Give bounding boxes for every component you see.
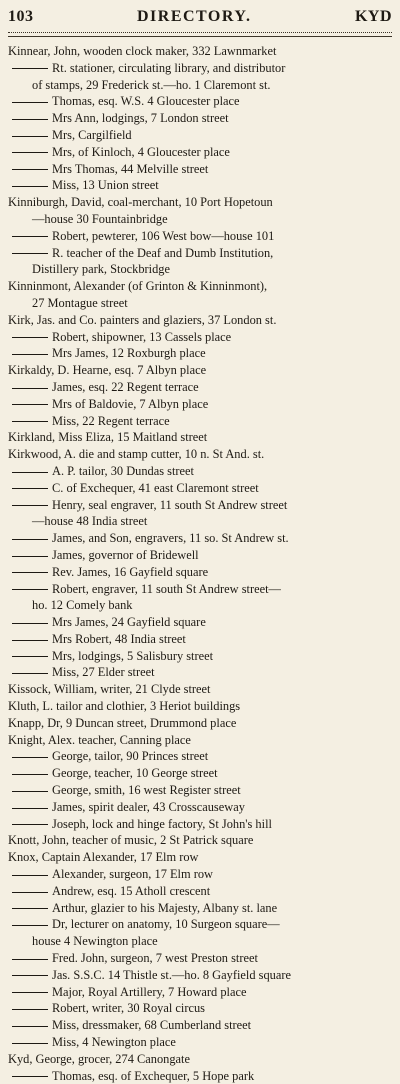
running-head: KYD bbox=[354, 8, 392, 25]
entry-text: Knott, John, teacher of music, 2 St Patrick square bbox=[8, 833, 254, 848]
entry-text: 27 Montague street bbox=[32, 295, 128, 310]
entry-text: R. teacher of the Deaf and Dumb Institution, bbox=[52, 245, 274, 260]
entry-text: of stamps, 29 Frederick st.—ho. 1 Claremont st. bbox=[32, 77, 271, 92]
entry-text: James, spirit dealer, 43 Crosscauseway bbox=[52, 799, 245, 814]
page-title: DIRECTORY. bbox=[136, 8, 252, 25]
ditto-dash bbox=[12, 119, 48, 120]
entry-text: Miss, 4 Newington place bbox=[52, 1035, 176, 1050]
ditto-dash bbox=[12, 388, 48, 389]
entry-text: Kinniburgh, David, coal-merchant, 10 Port Hopetoun bbox=[8, 195, 273, 210]
entry-text: Kissock, William, writer, 21 Clyde street bbox=[8, 682, 211, 697]
ditto-dash bbox=[12, 539, 48, 540]
ditto-dash bbox=[12, 152, 48, 153]
ditto-dash bbox=[12, 236, 48, 237]
ditto-dash bbox=[12, 908, 48, 909]
entry-text: Kinninmont, Alexander (of Grinton & Kinninmont), bbox=[8, 279, 268, 294]
entry-line bbox=[8, 849, 392, 866]
ditto-dash bbox=[12, 186, 48, 187]
sub-entry-line bbox=[8, 631, 392, 648]
entry-text: Mrs Thomas, 44 Melville street bbox=[52, 161, 209, 176]
continuation-line bbox=[8, 77, 392, 94]
entry-text: Miss, 22 Regent terrace bbox=[52, 413, 170, 428]
ditto-dash bbox=[12, 992, 48, 993]
entry-line bbox=[8, 715, 392, 732]
ditto-dash bbox=[12, 892, 48, 893]
directory-entries bbox=[8, 43, 392, 1084]
ditto-dash bbox=[12, 589, 48, 590]
continuation-line bbox=[8, 261, 392, 278]
sub-entry-line bbox=[8, 664, 392, 681]
sub-entry-line bbox=[8, 1017, 392, 1034]
ditto-dash bbox=[12, 824, 48, 825]
sub-entry-line bbox=[8, 648, 392, 665]
entry-text: Kinnear, John, wooden clock maker, 332 Lawnmarket bbox=[8, 44, 277, 58]
sub-entry-line bbox=[8, 144, 392, 161]
ditto-dash bbox=[12, 253, 48, 254]
ditto-dash bbox=[12, 68, 48, 69]
ditto-dash bbox=[12, 404, 48, 405]
continuation-line bbox=[8, 295, 392, 312]
ditto-dash bbox=[12, 354, 48, 355]
sub-entry-line bbox=[8, 1000, 392, 1017]
entry-text: Thomas, esq. W.S. 4 Gloucester place bbox=[52, 94, 240, 109]
sub-entry-line bbox=[8, 799, 392, 816]
entry-text: George, smith, 16 west Register street bbox=[52, 783, 241, 798]
sub-entry-line bbox=[8, 228, 392, 245]
ditto-dash bbox=[12, 959, 48, 960]
entry-text: James, and Son, engravers, 11 so. St Andrew st. bbox=[52, 531, 289, 546]
sub-entry-line bbox=[8, 413, 392, 430]
continuation-line bbox=[8, 597, 392, 614]
entry-line bbox=[8, 446, 392, 463]
sub-entry-line bbox=[8, 93, 392, 110]
entry-text: —house 30 Fountainbridge bbox=[32, 211, 168, 226]
sub-entry-line bbox=[8, 127, 392, 144]
entry-text: Kluth, L. tailor and clothier, 3 Heriot buildings bbox=[8, 699, 241, 714]
sub-entry-line bbox=[8, 581, 392, 598]
sub-entry-line bbox=[8, 765, 392, 782]
sub-entry-line bbox=[8, 916, 392, 933]
entry-line bbox=[8, 43, 392, 60]
sub-entry-line bbox=[8, 60, 392, 77]
entry-text: Kirk, Jas. and Co. painters and glaziers, 37 London st. bbox=[8, 312, 277, 327]
entry-text: George, tailor, 90 Princes street bbox=[52, 749, 209, 764]
entry-text: Mrs, of Kinloch, 4 Gloucester place bbox=[52, 144, 230, 159]
entry-text: house 4 Newington place bbox=[32, 934, 158, 949]
ditto-dash bbox=[12, 556, 48, 557]
ditto-dash bbox=[12, 808, 48, 809]
sub-entry-line bbox=[8, 345, 392, 362]
entry-text: Alexander, surgeon, 17 Elm row bbox=[52, 867, 214, 882]
entry-line bbox=[8, 832, 392, 849]
entry-text: Mrs of Baldovie, 7 Albyn place bbox=[52, 396, 209, 411]
ditto-dash bbox=[12, 640, 48, 641]
entry-text: Robert, writer, 30 Royal circus bbox=[52, 1001, 205, 1016]
ditto-dash bbox=[12, 875, 48, 876]
ditto-dash bbox=[12, 975, 48, 976]
entry-text: Kirkwood, A. die and stamp cutter, 10 n. St And. st. bbox=[8, 447, 265, 462]
ditto-dash bbox=[12, 572, 48, 573]
ditto-dash bbox=[12, 656, 48, 657]
entry-line bbox=[8, 429, 392, 446]
entry-text: Dr, lecturer on anatomy, 10 Surgeon square— bbox=[52, 917, 280, 932]
entry-text: Knight, Alex. teacher, Canning place bbox=[8, 732, 191, 747]
entry-text: —house 48 India street bbox=[32, 514, 148, 529]
entry-text: Major, Royal Artillery, 7 Howard place bbox=[52, 984, 247, 999]
entry-text: Henry, seal engraver, 11 south St Andrew street bbox=[52, 497, 288, 512]
entry-text: A. P. tailor, 30 Dundas street bbox=[52, 463, 194, 478]
sub-entry-line bbox=[8, 1068, 392, 1084]
entry-text: Knapp, Dr, 9 Duncan street, Drummond place bbox=[8, 715, 237, 730]
ditto-dash bbox=[12, 791, 48, 792]
ditto-dash bbox=[12, 1009, 48, 1010]
sub-entry-line bbox=[8, 547, 392, 564]
continuation-line bbox=[8, 513, 392, 530]
continuation-line bbox=[8, 211, 392, 228]
sub-entry-line bbox=[8, 463, 392, 480]
sub-entry-line bbox=[8, 748, 392, 765]
ditto-dash bbox=[12, 337, 48, 338]
sub-entry-line bbox=[8, 530, 392, 547]
entry-text: Robert, engraver, 11 south St Andrew street— bbox=[52, 581, 281, 596]
ditto-dash bbox=[12, 757, 48, 758]
entry-line bbox=[8, 194, 392, 211]
entry-line bbox=[8, 1051, 392, 1068]
entry-line bbox=[8, 732, 392, 749]
ditto-dash bbox=[12, 421, 48, 422]
ditto-dash bbox=[12, 1026, 48, 1027]
sub-entry-line bbox=[8, 866, 392, 883]
ditto-dash bbox=[12, 136, 48, 137]
sub-entry-line bbox=[8, 396, 392, 413]
entry-line bbox=[8, 278, 392, 295]
entry-line bbox=[8, 362, 392, 379]
continuation-line bbox=[8, 933, 392, 950]
page-number: 103 bbox=[8, 8, 34, 25]
sub-entry-line bbox=[8, 245, 392, 262]
entry-text: Jas. S.S.C. 14 Thistle st.—ho. 8 Gayfield square bbox=[52, 967, 291, 982]
sub-entry-line bbox=[8, 816, 392, 833]
ditto-dash bbox=[12, 673, 48, 674]
entry-text: C. of Exchequer, 41 east Claremont street bbox=[52, 480, 259, 495]
sub-entry-line bbox=[8, 497, 392, 514]
sub-entry-line bbox=[8, 379, 392, 396]
sub-entry-line bbox=[8, 984, 392, 1001]
entry-text: Rt. stationer, circulating library, and distributor bbox=[52, 60, 286, 75]
ditto-dash bbox=[12, 488, 48, 489]
entry-text: George, teacher, 10 George street bbox=[52, 766, 218, 781]
entry-text: Mrs, Cargilfield bbox=[52, 127, 132, 142]
entry-text: Distillery park, Stockbridge bbox=[32, 262, 170, 277]
entry-text: Andrew, esq. 15 Atholl crescent bbox=[52, 883, 211, 898]
entry-text: James, governor of Bridewell bbox=[52, 547, 199, 562]
sub-entry-line bbox=[8, 900, 392, 917]
ditto-dash bbox=[12, 1043, 48, 1044]
ditto-dash bbox=[12, 1076, 48, 1077]
entry-text: Miss, 13 Union street bbox=[52, 178, 159, 193]
sub-entry-line bbox=[8, 967, 392, 984]
ditto-dash bbox=[12, 774, 48, 775]
entry-line bbox=[8, 312, 392, 329]
sub-entry-line bbox=[8, 564, 392, 581]
entry-text: Kirkaldy, D. Hearne, esq. 7 Albyn place bbox=[8, 363, 207, 378]
entry-text: Kirkland, Miss Eliza, 15 Maitland street bbox=[8, 430, 208, 445]
header-rule bbox=[8, 32, 392, 37]
entry-text: Mrs Robert, 48 India street bbox=[52, 631, 186, 646]
entry-text: Mrs James, 12 Roxburgh place bbox=[52, 346, 206, 361]
sub-entry-line bbox=[8, 782, 392, 799]
entry-text: Robert, pewterer, 106 West bow—house 101 bbox=[52, 228, 275, 243]
sub-entry-line bbox=[8, 110, 392, 127]
sub-entry-line bbox=[8, 480, 392, 497]
sub-entry-line bbox=[8, 177, 392, 194]
ditto-dash bbox=[12, 623, 48, 624]
entry-text: Miss, 27 Elder street bbox=[52, 665, 155, 680]
entry-text: Arthur, glazier to his Majesty, Albany st. lane bbox=[52, 900, 278, 915]
entry-text: Mrs, lodgings, 5 Salisbury street bbox=[52, 648, 214, 663]
ditto-dash bbox=[12, 169, 48, 170]
page-header bbox=[8, 8, 392, 30]
entry-text: James, esq. 22 Regent terrace bbox=[52, 379, 199, 394]
entry-text: Miss, dressmaker, 68 Cumberland street bbox=[52, 1018, 252, 1033]
entry-text: Knox, Captain Alexander, 17 Elm row bbox=[8, 850, 199, 865]
ditto-dash bbox=[12, 505, 48, 506]
entry-text: Thomas, esq. of Exchequer, 5 Hope park bbox=[52, 1068, 255, 1083]
entry-text: Mrs James, 24 Gayfield square bbox=[52, 615, 206, 630]
ditto-dash bbox=[12, 472, 48, 473]
entry-line bbox=[8, 698, 392, 715]
sub-entry-line bbox=[8, 1034, 392, 1051]
ditto-dash bbox=[12, 925, 48, 926]
sub-entry-line bbox=[8, 161, 392, 178]
sub-entry-line bbox=[8, 614, 392, 631]
ditto-dash bbox=[12, 102, 48, 103]
sub-entry-line bbox=[8, 950, 392, 967]
entry-line bbox=[8, 681, 392, 698]
entry-text: ho. 12 Comely bank bbox=[32, 598, 133, 613]
entry-text: Robert, shipowner, 13 Cassels place bbox=[52, 329, 232, 344]
entry-text: Kyd, George, grocer, 274 Canongate bbox=[8, 1051, 190, 1066]
entry-text: Joseph, lock and hinge factory, St John's hill bbox=[52, 816, 272, 831]
sub-entry-line bbox=[8, 329, 392, 346]
entry-text: Rev. James, 16 Gayfield square bbox=[52, 564, 209, 579]
entry-text: Fred. John, surgeon, 7 west Preston street bbox=[52, 951, 258, 966]
entry-text: Mrs Ann, lodgings, 7 London street bbox=[52, 111, 229, 126]
sub-entry-line bbox=[8, 883, 392, 900]
